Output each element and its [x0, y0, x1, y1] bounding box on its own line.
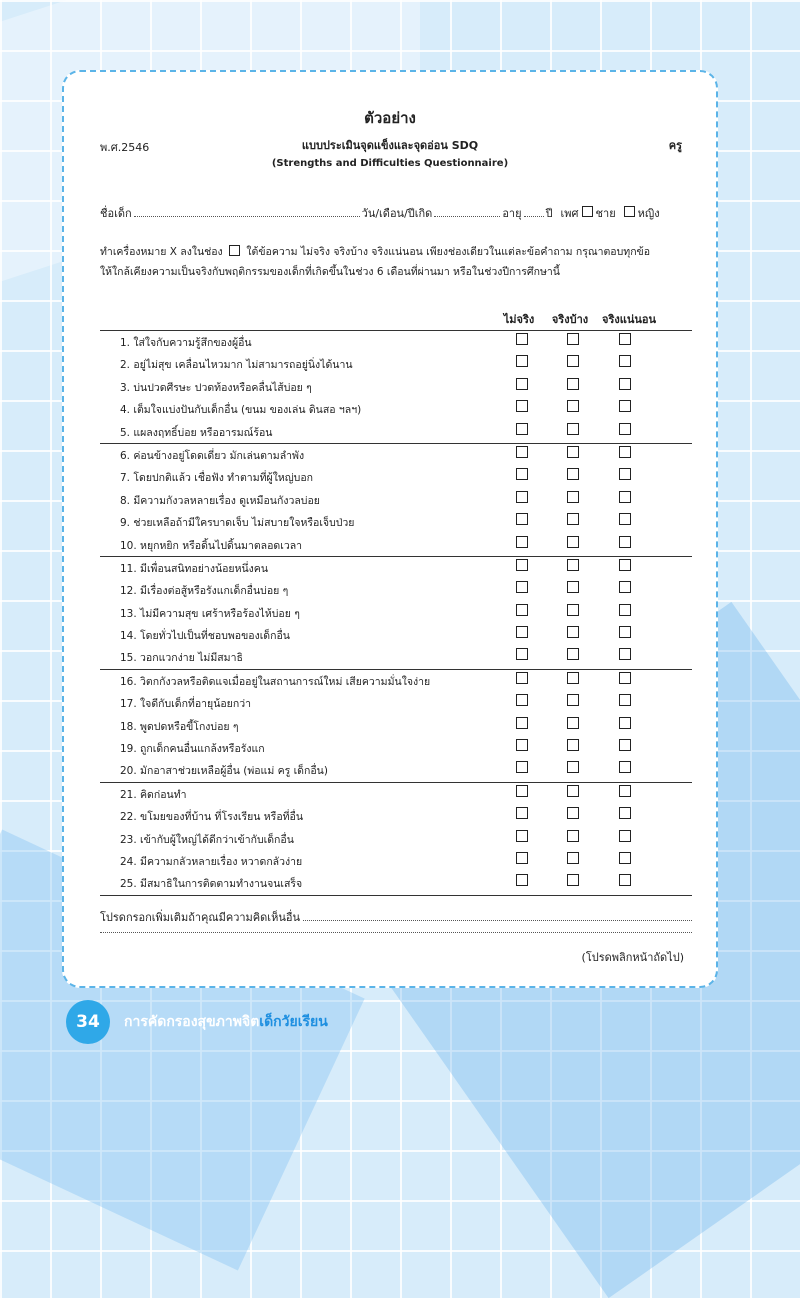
- answer-checkbox-not-true[interactable]: [516, 604, 528, 616]
- answer-checkbox-not-true[interactable]: [516, 874, 528, 886]
- question-group: [100, 443, 692, 556]
- answer-checkbox-somewhat-true[interactable]: [567, 423, 579, 435]
- question-row: [100, 828, 692, 850]
- question-text: 22. ขโมยของที่บ้าน ที่โรงเรียน หรือที่อื่น: [120, 811, 304, 824]
- question-text: 24. มีความกลัวหลายเรื่อง หวาดกลัวง่าย: [120, 855, 303, 868]
- question-text: 19. ถูกเด็กคนอื่นแกล้งหรือรังแก: [120, 743, 265, 756]
- question-row: [100, 602, 692, 624]
- answer-checkbox-certainly-true[interactable]: [619, 536, 631, 548]
- answer-checkbox-somewhat-true[interactable]: [567, 378, 579, 390]
- instructions-line2: ให้ใกล้เคียงความเป็นจริงกับพฤติกรรมของเด็กที่เกิดขึ้นในช่วง 6 เดือนที่ผ่านมา หรือในช่วงปีการศึกษานี้: [100, 266, 560, 278]
- question-row: [100, 534, 692, 556]
- question-row: [100, 624, 692, 646]
- question-text: 2. อยู่ไม่สุข เคลื่อนไหวมาก ไม่สามารถอยู่นิ่งได้นาน: [120, 359, 353, 372]
- answer-checkbox-not-true[interactable]: [516, 423, 528, 435]
- question-text: 25. มีสมาธิในการติดตามทำงานจนเสร็จ: [120, 878, 303, 891]
- answer-checkbox-somewhat-true[interactable]: [567, 604, 579, 616]
- page-footer: [66, 1000, 328, 1044]
- answer-checkbox-somewhat-true[interactable]: [567, 446, 579, 458]
- answer-checkbox-certainly-true[interactable]: [619, 423, 631, 435]
- question-row: [100, 759, 692, 781]
- column-header-not-true: ไม่จริง: [503, 313, 535, 326]
- answer-checkbox-not-true[interactable]: [516, 378, 528, 390]
- answer-checkbox-not-true[interactable]: [516, 468, 528, 480]
- question-row: [100, 850, 692, 872]
- question-text: 20. มักอาสาช่วยเหลือผู้อื่น (พ่อแม่ ครู เด็กอื่น): [120, 765, 328, 778]
- answer-checkbox-somewhat-true[interactable]: [567, 694, 579, 706]
- answer-checkbox-somewhat-true[interactable]: [567, 874, 579, 886]
- question-row: [100, 466, 692, 488]
- question-row: [100, 737, 692, 759]
- question-text: 18. พูดปดหรือขี้โกงบ่อย ๆ: [120, 720, 239, 733]
- question-row: [100, 398, 692, 420]
- answer-checkbox-not-true[interactable]: [516, 648, 528, 660]
- answer-checkbox-somewhat-true[interactable]: [567, 717, 579, 729]
- answer-checkbox-somewhat-true[interactable]: [567, 468, 579, 480]
- answer-checkbox-not-true[interactable]: [516, 355, 528, 367]
- respondent-label: ครู: [668, 139, 682, 152]
- answer-checkbox-somewhat-true[interactable]: [567, 559, 579, 571]
- question-text: 10. หยุกหยิก หรือดิ้นไปดิ้นมาตลอดเวลา: [120, 539, 303, 552]
- answer-checkbox-certainly-true[interactable]: [619, 807, 631, 819]
- age-field[interactable]: [524, 207, 544, 217]
- answer-checkbox-not-true[interactable]: [516, 739, 528, 751]
- question-text: 7. โดยปกติแล้ว เชื่อฟัง ทำตามที่ผู้ใหญ่บอก: [120, 472, 314, 485]
- question-text: 16. วิตกกังวลหรือติดแจเมื่ออยู่ในสถานการณ์ใหม่ เสียความมั่นใจง่าย: [120, 675, 431, 688]
- age-label: อายุ: [502, 207, 522, 220]
- answer-checkbox-certainly-true[interactable]: [619, 468, 631, 480]
- question-row: [100, 376, 692, 398]
- answer-checkbox-somewhat-true[interactable]: [567, 400, 579, 412]
- answer-checkbox-certainly-true[interactable]: [619, 739, 631, 751]
- answer-checkbox-not-true[interactable]: [516, 785, 528, 797]
- question-text: 21. คิดก่อนทำ: [120, 788, 187, 801]
- question-row: [100, 511, 692, 533]
- question-group: [100, 669, 692, 782]
- answer-checkbox-not-true[interactable]: [516, 672, 528, 684]
- answer-checkbox-not-true[interactable]: [516, 694, 528, 706]
- extra-comments-row: [100, 908, 692, 926]
- footer-title-accent: เด็กวัยเรียน: [259, 1014, 328, 1030]
- answer-checkbox-certainly-true[interactable]: [619, 491, 631, 503]
- question-text: 17. ใจดีกับเด็กที่อายุน้อยกว่า: [120, 698, 251, 711]
- female-label: หญิง: [637, 207, 660, 220]
- questionnaire-card: [62, 70, 718, 988]
- footer-title-main: การคัดกรองสุขภาพจิต: [124, 1014, 260, 1030]
- answer-checkbox-somewhat-true[interactable]: [567, 648, 579, 660]
- answer-checkbox-not-true[interactable]: [516, 333, 528, 345]
- page-title: ตัวอย่าง: [364, 109, 416, 127]
- year-unit-label: ปี: [545, 207, 553, 220]
- male-label: ชาย: [595, 207, 616, 220]
- answer-checkbox-somewhat-true[interactable]: [567, 785, 579, 797]
- answer-checkbox-certainly-true[interactable]: [619, 694, 631, 706]
- answer-checkbox-not-true[interactable]: [516, 581, 528, 593]
- question-row: [100, 421, 692, 443]
- answer-checkbox-not-true[interactable]: [516, 491, 528, 503]
- answer-checkbox-somewhat-true[interactable]: [567, 830, 579, 842]
- please-turn-note: (โปรดพลิกหน้าถัดไป): [581, 951, 684, 964]
- question-row: [100, 579, 692, 601]
- question-row: [100, 557, 692, 579]
- gender-label: เพศ: [560, 207, 579, 220]
- checkbox-icon: [229, 245, 240, 256]
- answer-checkbox-certainly-true[interactable]: [619, 400, 631, 412]
- answer-checkbox-certainly-true[interactable]: [619, 761, 631, 773]
- male-checkbox[interactable]: [582, 206, 593, 217]
- answer-checkbox-certainly-true[interactable]: [619, 648, 631, 660]
- question-text: 11. มีเพื่อนสนิทอย่างน้อยหนึ่งคน: [120, 562, 269, 575]
- answer-checkbox-certainly-true[interactable]: [619, 446, 631, 458]
- answer-checkbox-certainly-true[interactable]: [619, 513, 631, 525]
- answer-checkbox-certainly-true[interactable]: [619, 785, 631, 797]
- answer-checkbox-somewhat-true[interactable]: [567, 626, 579, 638]
- question-group: [100, 782, 692, 895]
- extra-comments-field[interactable]: [303, 911, 692, 921]
- name-label: ชื่อเด็ก: [100, 207, 132, 220]
- page-number: 34: [66, 1000, 110, 1044]
- form-subtitle: (Strengths and Difficulties Questionnaire): [271, 158, 509, 169]
- answer-checkbox-not-true[interactable]: [516, 446, 528, 458]
- answer-checkbox-not-true[interactable]: [516, 761, 528, 773]
- answer-checkbox-somewhat-true[interactable]: [567, 672, 579, 684]
- question-text: 13. ไม่มีความสุข เศร้าหรือร้องไห้บ่อย ๆ: [120, 607, 300, 620]
- answer-checkbox-somewhat-true[interactable]: [567, 852, 579, 864]
- question-text: 1. ใส่ใจกับความรู้สึกของผู้อื่น: [120, 337, 252, 349]
- question-row: [100, 872, 692, 894]
- question-text: 6. ค่อนข้างอยู่โดดเดี่ยว มักเล่นตามลำพัง: [120, 449, 305, 462]
- question-row: [100, 692, 692, 714]
- question-row: [100, 646, 692, 668]
- question-row: [100, 489, 692, 511]
- answer-checkbox-not-true[interactable]: [516, 717, 528, 729]
- answer-checkbox-somewhat-true[interactable]: [567, 355, 579, 367]
- answer-checkbox-not-true[interactable]: [516, 807, 528, 819]
- answer-checkbox-certainly-true[interactable]: [619, 717, 631, 729]
- answer-checkbox-certainly-true[interactable]: [619, 333, 631, 345]
- question-row: [100, 353, 692, 375]
- question-text: 5. แผลงฤทธิ์บ่อย หรืออารมณ์ร้อน: [120, 426, 273, 439]
- footer-title: [124, 1011, 328, 1033]
- answer-checkbox-certainly-true[interactable]: [619, 378, 631, 390]
- dob-label: วัน/เดือน/ปีเกิด: [361, 207, 433, 220]
- question-text: 15. วอกแวกง่าย ไม่มีสมาธิ: [120, 652, 243, 665]
- question-row: [100, 670, 692, 692]
- column-header-certainly-true: จริงแน่นอน: [602, 313, 656, 326]
- column-header-somewhat-true: จริงบ้าง: [551, 313, 589, 326]
- question-row: [100, 715, 692, 737]
- answer-checkbox-not-true[interactable]: [516, 626, 528, 638]
- answer-checkbox-not-true[interactable]: [516, 536, 528, 548]
- question-text: 23. เข้ากับผู้ใหญ่ได้ดีกว่าเข้ากับเด็กอื่น: [120, 833, 294, 846]
- answer-checkbox-not-true[interactable]: [516, 400, 528, 412]
- answer-checkbox-not-true[interactable]: [516, 852, 528, 864]
- question-list: [100, 330, 692, 896]
- answer-checkbox-certainly-true[interactable]: [619, 830, 631, 842]
- instructions-part2: ใต้ข้อความ ไม่จริง จริงบ้าง จริงแน่นอน เพียงช่องเดียวในแต่ละข้อคำถาม กรุณาตอบทุกข้อ: [246, 246, 651, 258]
- answer-checkbox-somewhat-true[interactable]: [567, 513, 579, 525]
- question-text: 3. บ่นปวดศีรษะ ปวดท้องหรือคลื่นไส้บ่อย ๆ: [120, 381, 312, 394]
- child-info-row: [100, 204, 692, 222]
- answer-checkbox-somewhat-true[interactable]: [567, 581, 579, 593]
- answer-checkbox-not-true[interactable]: [516, 559, 528, 571]
- answer-checkbox-somewhat-true[interactable]: [567, 739, 579, 751]
- question-text: 14. โดยทั่วไปเป็นที่ชอบพอของเด็กอื่น: [120, 630, 290, 643]
- female-checkbox[interactable]: [624, 206, 635, 217]
- extra-comments-label: โปรดกรอกเพิ่มเติมถ้าคุณมีความคิดเห็นอื่น: [100, 911, 300, 924]
- answer-checkbox-certainly-true[interactable]: [619, 852, 631, 864]
- answer-checkbox-certainly-true[interactable]: [619, 604, 631, 616]
- year-label: พ.ศ.2546: [100, 141, 150, 154]
- question-group: [100, 556, 692, 669]
- question-list-end-divider: [100, 895, 692, 896]
- question-row: [100, 331, 692, 353]
- answer-checkbox-somewhat-true[interactable]: [567, 536, 579, 548]
- extra-comments-field-line2[interactable]: [100, 932, 692, 933]
- question-row: [100, 783, 692, 805]
- name-field[interactable]: [134, 207, 360, 217]
- answer-checkbox-somewhat-true[interactable]: [567, 333, 579, 345]
- question-text: 12. มีเรื่องต่อสู้หรือรังแกเด็กอื่นบ่อย ๆ: [120, 585, 289, 598]
- question-row: [100, 805, 692, 827]
- answer-checkbox-somewhat-true[interactable]: [567, 491, 579, 503]
- answer-checkbox-not-true[interactable]: [516, 830, 528, 842]
- form-title: แบบประเมินจุดแข็งและจุดอ่อน SDQ: [301, 139, 479, 152]
- question-text: 4. เต็มใจแบ่งปันกับเด็กอื่น (ขนม ของเล่น ดินสอ ฯลฯ): [120, 404, 362, 417]
- question-text: 8. มีความกังวลหลายเรื่อง ดูเหมือนกังวลบ่อย: [120, 494, 320, 507]
- answer-checkbox-not-true[interactable]: [516, 513, 528, 525]
- question-group: [100, 330, 692, 443]
- dob-field[interactable]: [434, 207, 500, 217]
- answer-checkbox-certainly-true[interactable]: [619, 581, 631, 593]
- instructions: [100, 242, 694, 282]
- instructions-part1: ทำเครื่องหมาย X ลงในช่อง: [100, 246, 223, 258]
- question-row: [100, 444, 692, 466]
- answer-checkbox-certainly-true[interactable]: [619, 672, 631, 684]
- answer-checkbox-somewhat-true[interactable]: [567, 761, 579, 773]
- question-text: 9. ช่วยเหลือถ้ามีใครบาดเจ็บ ไม่สบายใจหรือเจ็บป่วย: [120, 517, 355, 530]
- answer-checkbox-certainly-true[interactable]: [619, 626, 631, 638]
- answer-checkbox-certainly-true[interactable]: [619, 874, 631, 886]
- answer-checkbox-certainly-true[interactable]: [619, 355, 631, 367]
- answer-checkbox-somewhat-true[interactable]: [567, 807, 579, 819]
- answer-checkbox-certainly-true[interactable]: [619, 559, 631, 571]
